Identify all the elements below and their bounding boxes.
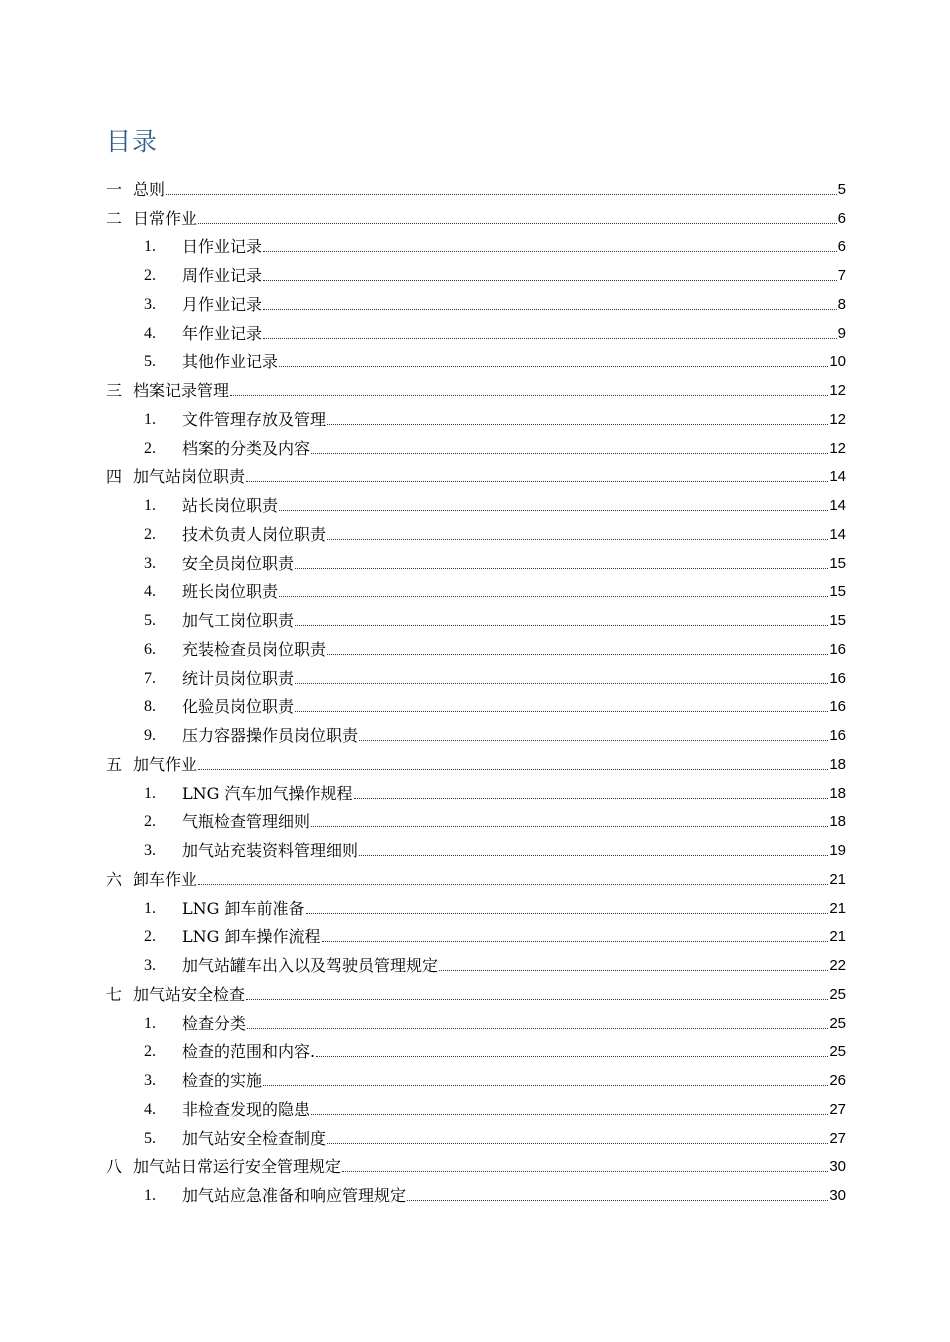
toc-entry-number: 七: [106, 984, 123, 1004]
toc-page-number: 25: [829, 1014, 846, 1032]
toc-section-entry[interactable]: [106, 777, 846, 806]
toc-entry-title: 日常作业: [133, 208, 198, 228]
toc-dot-leader: [354, 798, 829, 799]
toc-entry-number: 八: [106, 1157, 123, 1177]
toc-entry-number: 5.: [144, 1129, 156, 1147]
toc-entry-title: 化验员岗位职责: [182, 697, 295, 717]
toc-page-number: 18: [829, 784, 846, 802]
toc-entry-title: 文件管理存放及管理: [182, 409, 327, 429]
toc-page-number: 21: [829, 928, 846, 946]
toc-entry-number: 8.: [144, 698, 156, 716]
toc-section-entry[interactable]: [106, 921, 846, 950]
toc-chapter-entry[interactable]: [106, 1151, 846, 1180]
toc-section-entry[interactable]: [106, 288, 846, 317]
toc-section-entry[interactable]: [106, 518, 846, 547]
toc-section-entry[interactable]: [106, 1064, 846, 1093]
toc-chapter-entry[interactable]: [106, 202, 846, 231]
toc-dot-leader: [295, 625, 828, 626]
toc-entry-title: 检查的范围和内容.: [182, 1042, 316, 1062]
toc-entry-title: 周作业记录: [182, 266, 263, 285]
toc-page-number: 12: [829, 439, 846, 457]
toc-entry-title: 加气站罐车出入以及驾驶员管理规定: [182, 956, 439, 975]
table-of-contents: [106, 173, 846, 1208]
toc-section-entry[interactable]: [106, 403, 846, 432]
toc-section-entry[interactable]: [106, 949, 846, 978]
toc-dot-leader: [279, 366, 828, 367]
toc-entry-number: 6.: [144, 640, 156, 658]
toc-dot-leader: [263, 309, 837, 310]
toc-section-entry[interactable]: [106, 662, 846, 691]
toc-page-number: 21: [829, 870, 846, 888]
toc-entry-number: 4.: [144, 324, 156, 342]
toc-entry-title: 非检查发现的隐患: [182, 1099, 311, 1119]
toc-dot-leader: [279, 596, 828, 597]
toc-entry-number: 4.: [144, 583, 156, 601]
toc-entry-number: 3.: [144, 1072, 156, 1089]
toc-page-number: 15: [829, 612, 846, 629]
toc-entry-title: 月作业记录: [182, 294, 263, 314]
toc-page-number: 14: [829, 497, 846, 514]
toc-entry-number: 5.: [144, 612, 156, 629]
toc-page-number: 9: [837, 324, 846, 342]
toc-entry-title: 检查的实施: [182, 1071, 263, 1090]
toc-entry-title: 档案记录管理: [133, 381, 230, 400]
toc-section-entry[interactable]: [106, 806, 846, 835]
toc-chapter-entry[interactable]: [106, 863, 846, 892]
toc-section-entry[interactable]: [106, 1093, 846, 1122]
toc-page-number: 5: [837, 180, 846, 198]
toc-chapter-entry[interactable]: [106, 978, 846, 1007]
toc-entry-title: 其他作业记录: [182, 352, 279, 372]
toc-entry-title: 班长岗位职责: [182, 582, 279, 602]
toc-page-number: 25: [829, 985, 846, 1003]
toc-page-number: 18: [829, 755, 846, 773]
toc-entry-title: 站长岗位职责: [182, 496, 279, 515]
toc-entry-title: 加气工岗位职责: [182, 611, 295, 630]
toc-dot-leader: [230, 395, 828, 396]
toc-entry-number: 3.: [144, 842, 156, 859]
toc-page-number: 10: [829, 353, 846, 371]
toc-dot-leader: [263, 338, 837, 339]
toc-page-number: 30: [829, 1158, 846, 1176]
toc-section-entry[interactable]: [106, 231, 846, 260]
toc-entry-number: 1.: [144, 497, 156, 514]
toc-dot-leader: [246, 999, 828, 1000]
toc-dot-leader: [247, 1028, 828, 1029]
toc-page-number: 6: [837, 209, 846, 227]
toc-dot-leader: [407, 1200, 828, 1201]
toc-page-number: 16: [829, 640, 846, 658]
toc-entry-number: 1.: [144, 410, 156, 428]
toc-dot-leader: [306, 913, 829, 914]
toc-section-entry[interactable]: [106, 547, 846, 576]
toc-entry-number: 4.: [144, 1100, 156, 1118]
toc-dot-leader: [359, 855, 828, 856]
toc-page-number: 14: [829, 468, 846, 486]
toc-entry-number: 3.: [144, 554, 156, 572]
toc-section-entry[interactable]: [106, 432, 846, 461]
toc-entry-number: 1.: [144, 1014, 156, 1032]
toc-entry-number: 2.: [144, 439, 156, 457]
toc-dot-leader: [342, 1171, 828, 1172]
toc-entry-number: 9.: [144, 727, 156, 744]
toc-entry-number: 3.: [144, 295, 156, 313]
toc-entry-number: 一: [106, 179, 123, 199]
toc-entry-number: 2.: [144, 267, 156, 284]
toc-section-entry[interactable]: [106, 1036, 846, 1065]
toc-page-number: 15: [829, 554, 846, 572]
toc-page-number: 15: [829, 583, 846, 601]
toc-page-number: 12: [829, 382, 846, 399]
toc-section-entry[interactable]: [106, 489, 846, 518]
toc-dot-leader: [322, 941, 829, 942]
toc-dot-leader: [263, 1085, 828, 1086]
toc-page-number: 30: [829, 1187, 846, 1204]
toc-chapter-entry[interactable]: [106, 748, 846, 777]
toc-page-number: 21: [829, 899, 846, 917]
toc-section-entry[interactable]: [106, 346, 846, 375]
toc-dot-leader: [316, 1056, 828, 1057]
toc-dot-leader: [263, 251, 837, 252]
toc-page-number: 12: [829, 410, 846, 428]
toc-entry-number: 三: [106, 381, 123, 400]
toc-page-number: 8: [837, 295, 846, 313]
toc-page-number: 25: [829, 1043, 846, 1061]
toc-entry-number: 3.: [144, 957, 156, 974]
toc-entry-number: 1.: [144, 784, 156, 802]
toc-section-entry[interactable]: [106, 719, 846, 748]
toc-section-entry[interactable]: [106, 259, 846, 288]
toc-section-entry[interactable]: [106, 1179, 846, 1208]
toc-chapter-entry[interactable]: [106, 461, 846, 490]
toc-entry-number: 2.: [144, 813, 156, 831]
toc-entry-title: 卸车作业: [133, 869, 198, 889]
toc-entry-number: 四: [106, 467, 123, 487]
toc-entry-number: 2.: [144, 928, 156, 946]
toc-entry-title: 检查分类: [182, 1013, 247, 1033]
toc-page-number: 26: [829, 1072, 846, 1089]
toc-page-number: 22: [829, 957, 846, 974]
toc-entry-number: 1.: [144, 899, 156, 917]
toc-dot-leader: [279, 510, 828, 511]
toc-dot-leader: [311, 826, 828, 827]
toc-section-entry[interactable]: [106, 1007, 846, 1036]
toc-entry-title: 气瓶检查管理细则: [182, 812, 311, 832]
toc-chapter-entry[interactable]: [106, 374, 846, 403]
toc-page-number: 27: [829, 1129, 846, 1147]
toc-section-entry[interactable]: [106, 834, 846, 863]
toc-dot-leader: [295, 568, 828, 569]
toc-entry-title: LNG 卸车前准备: [182, 898, 305, 918]
toc-entry-title: 充装检查员岗位职责: [182, 639, 327, 659]
toc-entry-number: 二: [106, 208, 123, 228]
toc-entry-title: 安全员岗位职责: [182, 553, 295, 573]
toc-entry-title: 加气站充装资料管理细则: [182, 841, 359, 860]
toc-entry-title: 技术负责人岗位职责: [182, 524, 327, 544]
toc-page-number: 16: [829, 698, 846, 716]
toc-dot-leader: [295, 683, 828, 684]
toc-entry-title: 加气站日常运行安全管理规定: [133, 1157, 342, 1177]
toc-entry-number: 2.: [144, 525, 156, 543]
toc-entry-number: 5.: [144, 353, 156, 371]
toc-dot-leader: [198, 769, 828, 770]
toc-entry-title: 加气作业: [133, 754, 198, 774]
toc-section-entry[interactable]: [106, 633, 846, 662]
toc-section-entry[interactable]: [106, 691, 846, 720]
toc-entry-number: 1.: [144, 1187, 156, 1204]
toc-entry-title: 加气站应急准备和响应管理规定: [182, 1186, 407, 1205]
toc-page-number: 7: [837, 267, 846, 284]
toc-page-number: 6: [837, 238, 846, 256]
toc-entry-title: LNG 卸车操作流程: [182, 927, 321, 947]
toc-page-number: 16: [829, 669, 846, 687]
toc-title: 目录: [106, 127, 159, 156]
toc-entry-title: 加气站安全检查: [133, 984, 246, 1004]
toc-page-number: 19: [829, 842, 846, 859]
toc-entry-number: 六: [106, 869, 123, 889]
toc-entry-title: 压力容器操作员岗位职责: [182, 726, 359, 745]
toc-section-entry[interactable]: [106, 892, 846, 921]
toc-entry-title: 年作业记录: [182, 323, 263, 343]
toc-chapter-entry[interactable]: [106, 173, 846, 202]
toc-dot-leader: [359, 740, 828, 741]
toc-dot-leader: [327, 424, 828, 425]
toc-section-entry[interactable]: [106, 317, 846, 346]
toc-page-number: 14: [829, 525, 846, 543]
toc-dot-leader: [311, 453, 828, 454]
toc-page-number: 27: [829, 1100, 846, 1118]
toc-dot-leader: [439, 970, 828, 971]
toc-entry-title: 日作业记录: [182, 237, 263, 257]
toc-dot-leader: [263, 280, 837, 281]
toc-dot-leader: [295, 711, 828, 712]
toc-dot-leader: [198, 223, 837, 224]
toc-entry-number: 7.: [144, 669, 156, 687]
toc-dot-leader: [327, 654, 828, 655]
toc-section-entry[interactable]: [106, 1122, 846, 1151]
toc-dot-leader: [246, 481, 828, 482]
toc-entry-title: 加气站岗位职责: [133, 467, 246, 487]
toc-entry-title: LNG 汽车加气操作规程: [182, 783, 353, 803]
toc-entry-title: 统计员岗位职责: [182, 668, 295, 688]
toc-section-entry[interactable]: [106, 604, 846, 633]
toc-entry-number: 五: [106, 754, 123, 774]
toc-dot-leader: [327, 1143, 828, 1144]
toc-entry-number: 2.: [144, 1043, 156, 1061]
toc-entry-title: 档案的分类及内容: [182, 438, 311, 458]
toc-dot-leader: [311, 1114, 828, 1115]
toc-entry-title: 总则: [133, 179, 166, 199]
toc-page-number: 16: [829, 727, 846, 744]
toc-dot-leader: [327, 539, 828, 540]
toc-entry-number: 1.: [144, 238, 156, 256]
toc-entry-title: 加气站安全检查制度: [182, 1128, 327, 1148]
toc-dot-leader: [166, 194, 837, 195]
toc-section-entry[interactable]: [106, 576, 846, 605]
toc-dot-leader: [198, 884, 828, 885]
toc-page-number: 18: [829, 813, 846, 831]
